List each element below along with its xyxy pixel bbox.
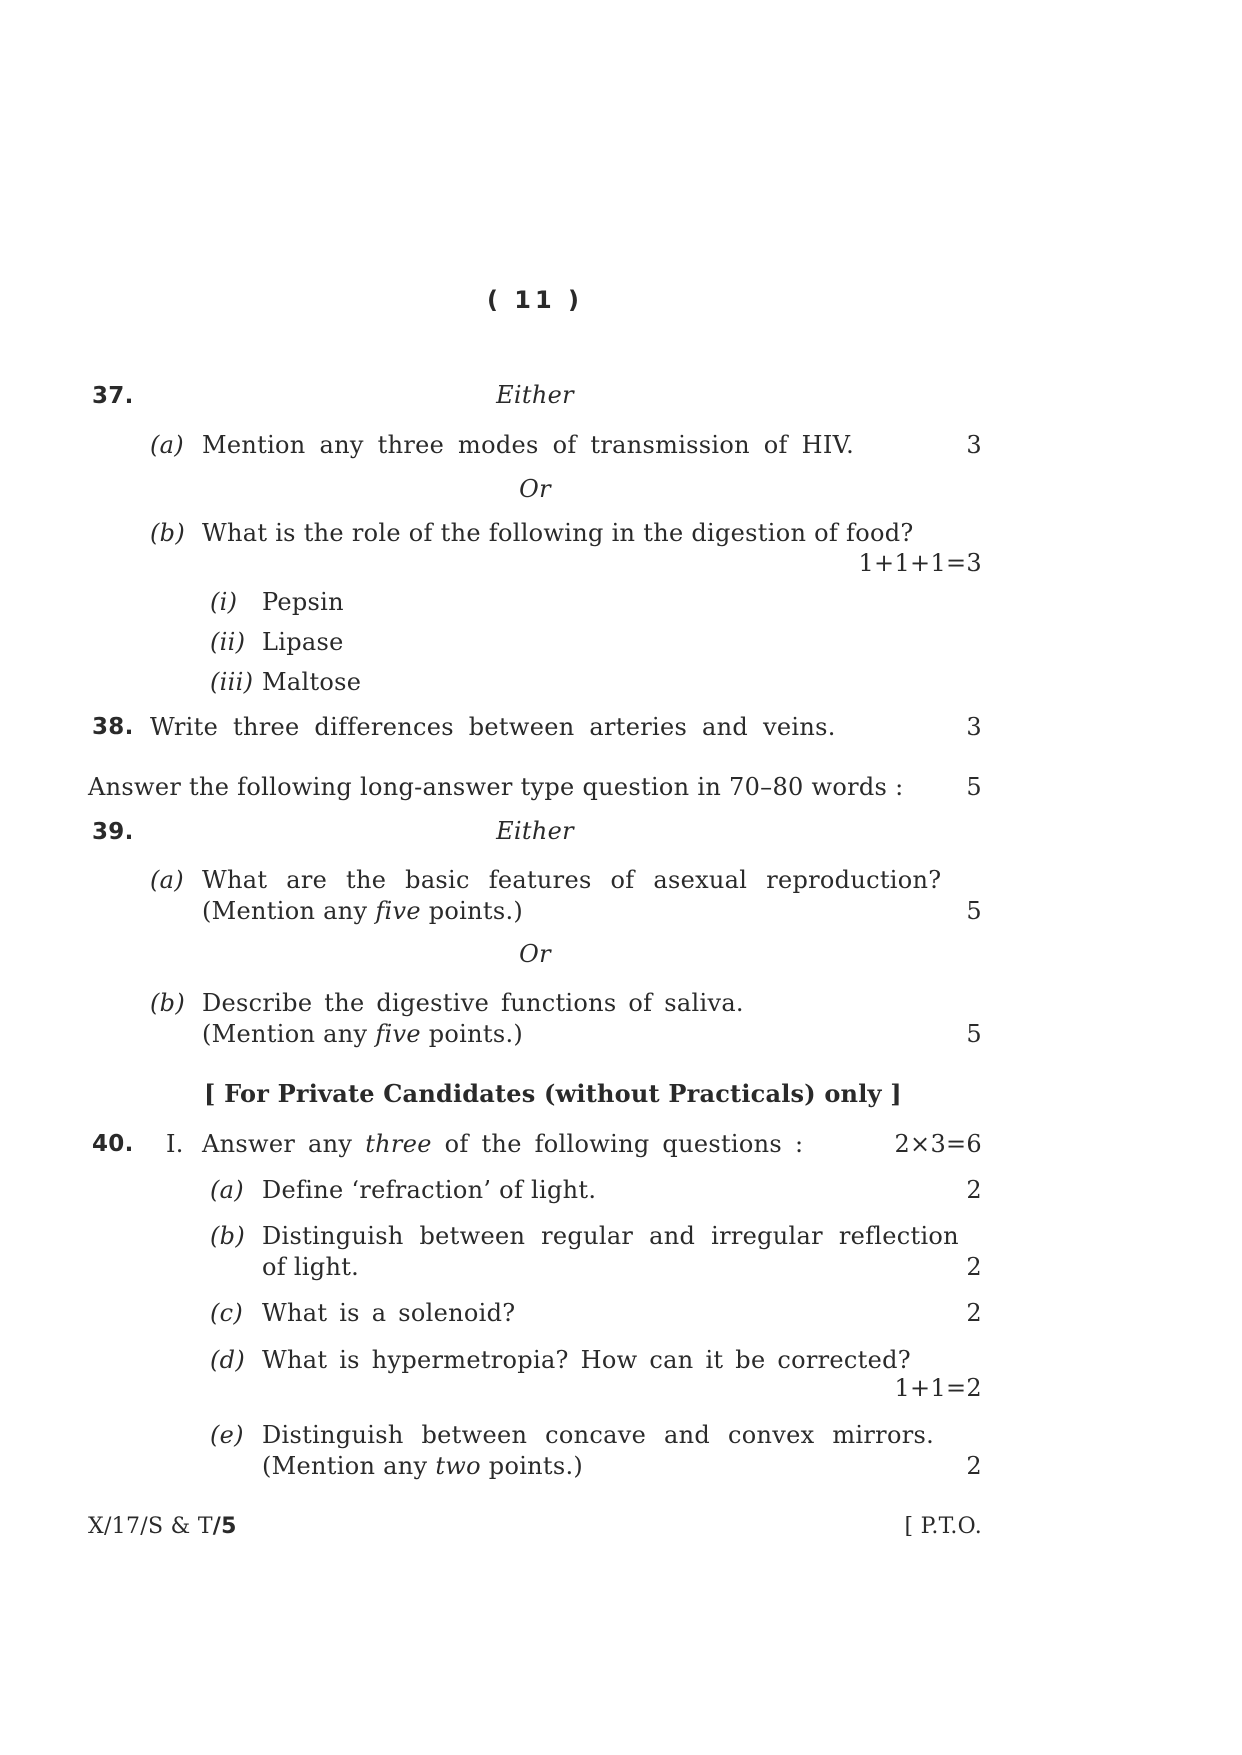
- option-label: (a): [150, 866, 184, 894]
- question-text-note: (Mention any two points.): [262, 1452, 584, 1480]
- or-label: Or: [519, 940, 551, 968]
- sub-item-text: Pepsin: [262, 588, 344, 616]
- part-label: I.: [166, 1130, 184, 1158]
- question-text: Distinguish between concave and convex mirrors.: [262, 1421, 935, 1449]
- marks: 3: [966, 431, 982, 459]
- either-label: Either: [496, 817, 574, 845]
- option-label: (b): [210, 1222, 245, 1250]
- or-label: Or: [519, 475, 551, 503]
- question-text: Define ‘refraction’ of light.: [262, 1176, 597, 1204]
- option-label: (a): [150, 431, 184, 459]
- question-text: Distinguish between regular and irregular reflection: [262, 1222, 959, 1250]
- question-text: Describe the digestive functions of saliva.: [202, 989, 744, 1017]
- marks: 1+1=2: [894, 1374, 982, 1402]
- option-label: (b): [150, 989, 185, 1017]
- option-label: (b): [150, 519, 185, 547]
- question-number-37: 37.: [92, 383, 134, 409]
- marks: 2: [966, 1299, 982, 1327]
- question-text-note: (Mention any five points.): [202, 1020, 524, 1048]
- marks: 5: [966, 773, 982, 801]
- section-heading: [ For Private Candidates (without Practicals) only ]: [204, 1079, 902, 1108]
- either-label: Either: [496, 381, 574, 409]
- paper-code: X/17/S & T/5: [88, 1514, 237, 1539]
- sub-item-label: (i): [210, 588, 238, 616]
- sub-item-label: (iii): [210, 668, 254, 696]
- page-number: ( 11 ): [486, 286, 584, 314]
- option-label: (d): [210, 1346, 245, 1374]
- pto-label: [ P.T.O.: [904, 1514, 982, 1539]
- marks: 2: [966, 1253, 982, 1281]
- option-label: (e): [210, 1421, 244, 1449]
- question-number-39: 39.: [92, 819, 134, 845]
- marks: 2×3=6: [894, 1130, 982, 1158]
- marks: 1+1+1=3: [858, 549, 982, 577]
- question-text: What is the role of the following in the digestion of food?: [202, 519, 914, 547]
- question-text: What are the basic features of asexual reproduction?: [202, 866, 942, 894]
- sub-item-text: Lipase: [262, 628, 344, 656]
- marks: 5: [966, 897, 982, 925]
- question-text: Mention any three modes of transmission of HIV.: [202, 431, 855, 459]
- section-instruction: Answer the following long-answer type question in 70–80 words :: [88, 773, 904, 801]
- question-text: Write three differences between arteries and veins.: [150, 713, 836, 741]
- sub-item-text: Maltose: [262, 668, 362, 696]
- marks: 5: [966, 1020, 982, 1048]
- question-number-38: 38.: [92, 714, 134, 740]
- question-text: Answer any three of the following questions :: [202, 1130, 804, 1158]
- question-text: What is a solenoid?: [262, 1299, 516, 1327]
- marks: 2: [966, 1452, 982, 1480]
- question-text: of light.: [262, 1253, 360, 1281]
- marks: 2: [966, 1176, 982, 1204]
- marks: 3: [966, 713, 982, 741]
- question-text: What is hypermetropia? How can it be corrected?: [262, 1346, 911, 1374]
- question-text-note: (Mention any five points.): [202, 897, 524, 925]
- option-label: (c): [210, 1299, 244, 1327]
- question-number-40: 40.: [92, 1131, 134, 1157]
- sub-item-label: (ii): [210, 628, 246, 656]
- option-label: (a): [210, 1176, 244, 1204]
